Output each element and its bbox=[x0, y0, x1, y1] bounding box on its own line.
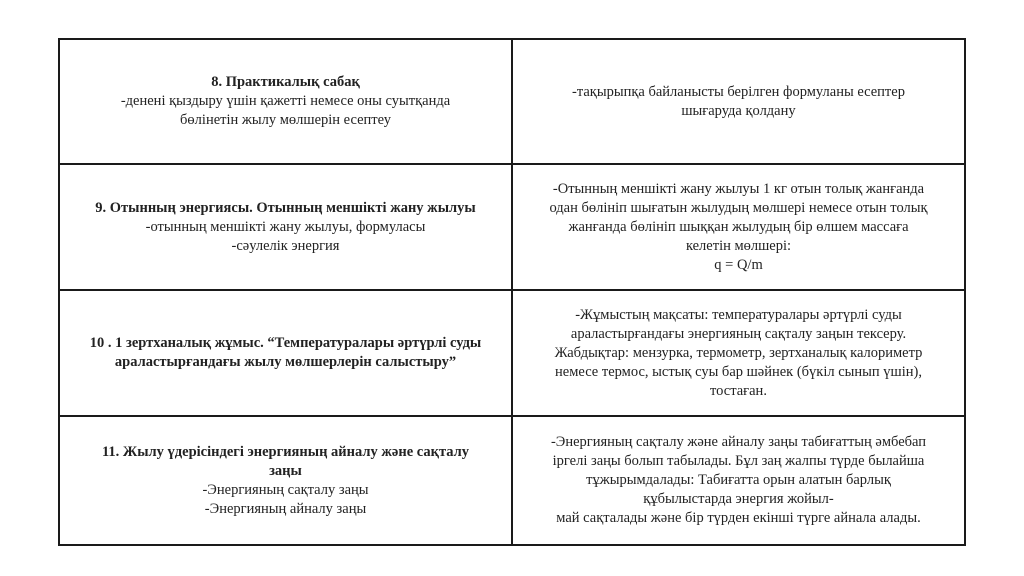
topic-line: бөлінетін жылу мөлшерін есептеу bbox=[180, 112, 391, 128]
description-cell bbox=[512, 290, 965, 416]
description-line: тұжырымдалады: Табиғатта орын алатын барлық bbox=[586, 472, 891, 488]
description-cell bbox=[512, 39, 965, 164]
description-line: Жабдықтар: мензурка, термометр, зертханалық калориметр bbox=[554, 344, 923, 361]
topics-table bbox=[58, 38, 966, 546]
topic-title: 8. Практикалық сабақ bbox=[211, 74, 360, 90]
topic-title: 11. Жылу үдерісіндегі энергияның айналу және сақталу bbox=[101, 443, 470, 460]
topic-line: -отынның меншікті жану жылуы, формуласы bbox=[145, 218, 426, 235]
topic-title: 10 . 1 зертханалық жұмыс. “Температуралары әртүрлі суды bbox=[89, 335, 482, 351]
topic-cell bbox=[59, 39, 512, 164]
description-cell bbox=[512, 164, 965, 290]
topic-line: -Энергияның айналу заңы bbox=[204, 500, 367, 517]
description-line: жанғанда бөлініп шыққан жылудың бір өлшем массаға bbox=[568, 218, 909, 235]
topic-line: -сәулелік энергия bbox=[231, 237, 340, 254]
description-line: -Жұмыстың мақсаты: температуралары әртүрлі суды bbox=[575, 306, 902, 323]
topic-line: -Энергияның сақталу заңы bbox=[202, 481, 369, 498]
description-line: -тақырыпқа байланысты берілген формуланы есептер bbox=[572, 83, 905, 100]
topic-cell bbox=[59, 164, 512, 290]
description-line: құбылыстарда энергия жойыл- bbox=[643, 491, 834, 507]
table-row bbox=[59, 39, 965, 164]
description-line: келетін мөлшері: bbox=[685, 237, 792, 254]
table-row bbox=[59, 164, 965, 290]
formula-line: q = Q/m bbox=[714, 256, 763, 273]
table-row bbox=[59, 416, 965, 545]
description-line: тостаған. bbox=[710, 382, 767, 399]
description-line: араластырғандағы энергияның сақталу заңын тексеру. bbox=[570, 325, 907, 342]
description-line: -Отынның меншікті жану жылуы 1 кг отын толық жанғанда bbox=[552, 180, 925, 197]
topic-cell bbox=[59, 290, 512, 416]
table-row bbox=[59, 290, 965, 416]
description-cell bbox=[512, 416, 965, 545]
description-line: май сақталады және бір түрден екінші түрге айнала алады. bbox=[556, 510, 921, 526]
description-line: немесе термос, ыстық суы бар шәйнек (бүкіл сынып үшін), bbox=[555, 363, 922, 380]
topic-title: 9. Отынның энергиясы. Отынның меншікті жану жылуы bbox=[95, 199, 476, 216]
topic-cell bbox=[59, 416, 512, 545]
topic-line: -денені қыздыру үшін қажетті немесе оны суытқанда bbox=[120, 93, 451, 109]
description-line: одан бөлініп шығатын жылудың мөлшері немесе отын толық bbox=[549, 199, 928, 216]
topic-title: заңы bbox=[269, 462, 302, 479]
topic-title: араластырғандағы жылу мөлшерлерін салыстыру” bbox=[114, 354, 457, 370]
description-line: -Энергияның сақталу және айналу заңы табиғаттың әмбебап bbox=[550, 434, 927, 450]
description-line: шығаруда қолдану bbox=[681, 102, 796, 119]
description-line: іргелі заңы болып табылады. Бұл заң жалпы түрде былайша bbox=[552, 453, 925, 469]
